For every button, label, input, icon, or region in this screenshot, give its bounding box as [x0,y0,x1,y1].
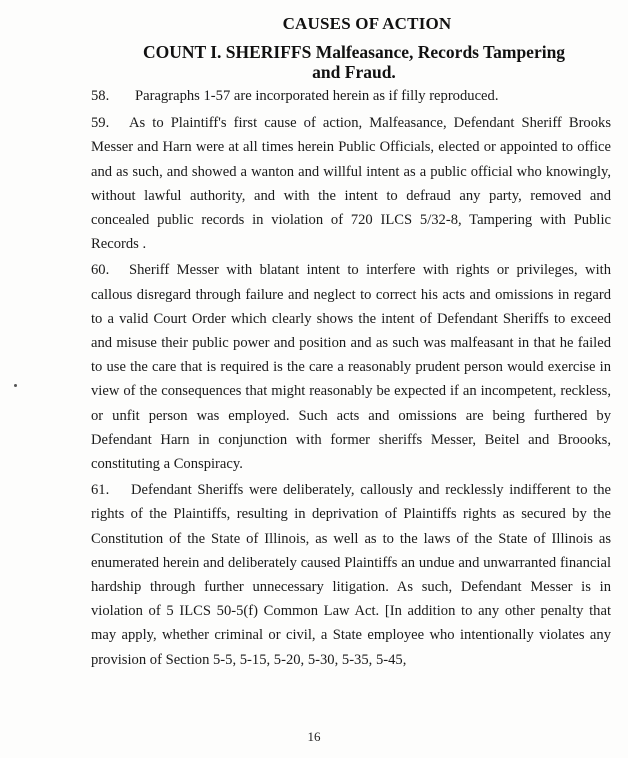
count-title-line-1: COUNT I. SHERIFFS Malfeasance, Records Tampering [142,42,566,62]
paragraph-60 [91,258,611,476]
paragraph-text: Sheriff Messer with blatant intent to interfere with rights or privileges, with callous disregard through failure and neglect to correct his acts and omissions in regard to a valid Court Order which clearly shows the intent of Defendant Sheriffs to exceed and misuse their public power and position and as such was malfeasant in that he failed to use the care that is required is the care a reasonably prudent person would exercise in view of the consequences that might reasonably be expected if an incompetent, reckless, or unfit person was employed. Such acts and omissions are being furthered by Defendant Harn in conjunction with former sheriffs Messer, Beitel and Broooks, constituting a Conspiracy. [91,262,611,473]
body-text [91,84,611,672]
paragraph-text: Paragraphs 1-57 are incorporated herein as if filly reproduced. [135,88,499,104]
section-title: CAUSES OF ACTION [282,14,452,33]
count-title [40,42,628,82]
page-number: 16 [307,729,321,744]
paragraph-number: 60. [91,262,110,279]
paragraph-text: Defendant Sheriffs were deliberately, callously and recklessly indifferent to the rights of the Plaintiffs, resulting in deprivation of Plaintiffs rights as secured by the Constitution of the State of Illinois, as well as to the laws of the State of Illinois as enumerated herein and deliberately caused Plaintiffs an undue and unwarranted financial hardship through further unnecessary litigation. As such, Defendant Messer is in violation of 5 ILCS 50-5(f) Common Law Act. [In addition to any other penalty that may apply, whether criminal or civil, a State employee who intentionally violates any provision of Section 5-5, 5-15, 5-20, 5-30, 5-35, 5-45, [91,482,611,668]
paragraph-number: 58. [91,88,110,104]
paragraph-number: 59. [91,115,110,132]
count-title-line-2: and Fraud. [312,62,396,82]
paragraph-59 [91,111,611,256]
scan-mark [14,384,17,387]
paragraph-61 [91,478,611,672]
paragraph-number: 61. [91,482,110,499]
paragraph-58 [91,84,611,108]
paragraph-text: As to Plaintiff's first cause of action, Malfeasance, Defendant Sheriff Brooks Messer and Harn were at all times herein Public Officials, elected or appointed to office and as such, and showed a wanton and willful intent as a public official who knowingly, without lawful authority, and with the intent to defraud any party, removed and concealed public records in violation of 720 ILCS 5/32-8, Tampering with Public Records . [91,115,611,253]
